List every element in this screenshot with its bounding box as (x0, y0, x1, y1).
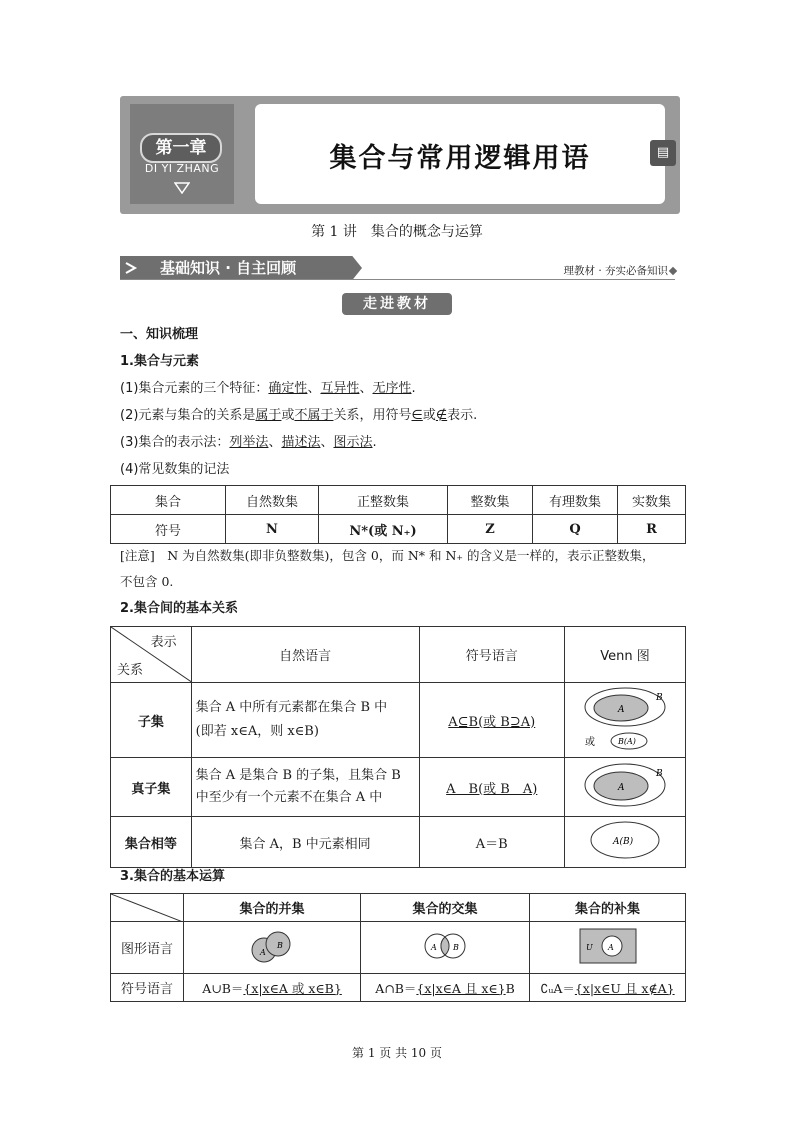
answer: 互异性 (320, 381, 360, 396)
table-cell (530, 974, 686, 1002)
table-cell: 整数集 (448, 486, 533, 515)
venn-cell-intersection (361, 922, 530, 974)
subheading-operations: 3.集合的基本运算 (120, 869, 225, 884)
chevron-right-icon (124, 262, 138, 274)
venn-cell-equal (565, 817, 686, 868)
table-cell: 符号 (111, 515, 226, 544)
text: 、 (268, 435, 282, 450)
table-header: 符号语言 (419, 627, 565, 683)
venn-label-b: B (453, 942, 459, 952)
text: 关系，用符号 (333, 408, 412, 423)
venn-label-ba: B(A) (618, 737, 636, 746)
chapter-badge-label: 第一章 (140, 133, 222, 163)
diagonal-line (111, 894, 183, 922)
text: A∩B＝ (375, 980, 417, 996)
text: A∪B＝ (202, 980, 244, 996)
venn-intersection-diagram (415, 924, 475, 968)
answer: 不属于 (294, 408, 334, 423)
venn-equal-diagram (565, 817, 685, 863)
table-cell (191, 758, 419, 817)
text: (2)元素与集合的关系是 (120, 408, 256, 423)
venn-proper-diagram (565, 758, 685, 812)
table-header: 集合的并集 (184, 894, 361, 922)
triangle-down-icon (174, 182, 190, 194)
venn-label-a: A (618, 783, 625, 793)
paragraph-representation (120, 435, 377, 451)
table-cell: N*(或 N₊) (319, 515, 448, 544)
venn-complement-diagram (576, 924, 640, 968)
text: 表示. (447, 408, 478, 423)
venn-label-ab: A(B) (613, 837, 634, 847)
venn-label-b: B (656, 769, 663, 779)
answer: 无序性 (372, 381, 412, 396)
answer: ∈ (411, 408, 423, 423)
text: . (411, 381, 416, 396)
table-cell: A＝B (419, 817, 565, 868)
answer: {x|x∈A 且 x∈} (416, 980, 506, 996)
venn-label-a: A (618, 705, 625, 715)
table-header: 自然语言 (191, 627, 419, 683)
table-cell: A B(或 B A) (419, 758, 565, 817)
venn-cell-complement (530, 922, 686, 974)
operations-table (110, 893, 686, 1002)
venn-label-b: B (277, 940, 283, 950)
chapter-pinyin: DI YI ZHANG (144, 162, 220, 175)
paragraph-features (120, 381, 416, 397)
table-cell: R (618, 515, 686, 544)
table-cell: Q (533, 515, 618, 544)
page-footer: 第 1 页 共 10 页 (352, 1046, 442, 1060)
text: 集合 A 中所有元素都在集合 B 中 (195, 700, 388, 715)
venn-label-u: U (585, 942, 593, 952)
text: 、 (307, 381, 321, 396)
table-cell: 实数集 (618, 486, 686, 515)
table-cell (191, 683, 419, 758)
table-cell: 自然数集 (226, 486, 319, 515)
section-divider (120, 279, 675, 280)
venn-label-b: B (656, 693, 663, 703)
paragraph-relation (120, 408, 477, 424)
text: 集合 A 是集合 B 的子集，且集合 B (195, 768, 401, 783)
text: B (505, 980, 515, 996)
answer: 属于 (255, 408, 282, 423)
table-cell: 集合 A，B 中元素相同 (191, 817, 419, 868)
venn-label-a: A (431, 942, 437, 952)
venn-cell-proper (565, 758, 686, 817)
text: 、 (320, 435, 334, 450)
row-label: 图形语言 (111, 922, 184, 974)
text: 或 (281, 408, 295, 423)
answer: 确定性 (268, 381, 308, 396)
venn-cell-subset (565, 683, 686, 758)
corner-cell (111, 894, 184, 922)
answer: 列举法 (229, 435, 269, 450)
row-label: 子集 (111, 683, 192, 758)
table-header: 集合的交集 (361, 894, 530, 922)
corner-bottom: 关系 (117, 663, 144, 678)
answer: {x|x∈A 或 x∈B} (243, 980, 342, 996)
venn-union-diagram (242, 924, 302, 968)
venn-or: 或 (585, 737, 595, 748)
book-search-icon: ▤ (650, 140, 676, 166)
answer: 描述法 (281, 435, 321, 450)
text: . (372, 435, 377, 450)
table-header: Venn 图 (565, 627, 686, 683)
text: (即若 x∈A，则 x∈B) (195, 724, 319, 739)
table-header: 集合的补集 (530, 894, 686, 922)
answer: {x|x∈U 且 x∉A} (574, 980, 675, 996)
corner-cell (111, 627, 192, 683)
venn-label-a: A (607, 942, 614, 952)
venn-label-a: A (260, 947, 266, 957)
heading-knowledge: 一、知识梳理 (120, 327, 199, 342)
diamond-icon (669, 267, 677, 275)
table-cell: Z (448, 515, 533, 544)
row-label: 集合相等 (111, 817, 192, 868)
table-cell: N (226, 515, 319, 544)
corner-top: 表示 (150, 635, 177, 650)
table-cell: 正整数集 (319, 486, 448, 515)
row-label: 符号语言 (111, 974, 184, 1002)
text: ∁ᵤA＝ (540, 980, 575, 996)
relation-table (110, 626, 686, 868)
table-cell: 集合 (111, 486, 226, 515)
venn-cell-union (184, 922, 361, 974)
text: 、 (359, 381, 373, 396)
numset-table (110, 485, 686, 544)
answer: 图示法 (333, 435, 373, 450)
note-line-1: [注意] N 为自然数集(即非负整数集)，包含 0，而 N* 和 N₊ 的含义是一样的，表示正整数集， (120, 548, 655, 563)
table-cell: 有理数集 (533, 486, 618, 515)
note-line-2: 不包含 0. (120, 574, 174, 589)
paragraph-numsets: (4)常见数集的记法 (120, 462, 230, 477)
table-cell: A⊆B(或 B⊇A) (419, 683, 565, 758)
section-tab: 走进教材 (342, 293, 452, 315)
section-label: 基础知识 · 自主回顾 (160, 259, 297, 277)
text: (1)集合元素的三个特征： (120, 381, 269, 396)
table-cell (361, 974, 530, 1002)
text: 中至少有一个元素不在集合 A 中 (195, 790, 383, 805)
lesson-title: 第 1 讲 集合的概念与运算 (311, 224, 483, 240)
chapter-title: 集合与常用逻辑用语 (329, 143, 591, 174)
section-note: 理教材 · 夯实必备知识 (563, 265, 668, 277)
subheading-elements: 1.集合与元素 (120, 354, 199, 369)
row-label: 真子集 (111, 758, 192, 817)
text: (3)集合的表示法： (120, 435, 230, 450)
text: 或 (422, 408, 436, 423)
answer: ∉ (435, 408, 448, 423)
venn-subset-diagram (565, 683, 685, 753)
subheading-relations: 2.集合间的基本关系 (120, 601, 238, 616)
table-cell (184, 974, 361, 1002)
